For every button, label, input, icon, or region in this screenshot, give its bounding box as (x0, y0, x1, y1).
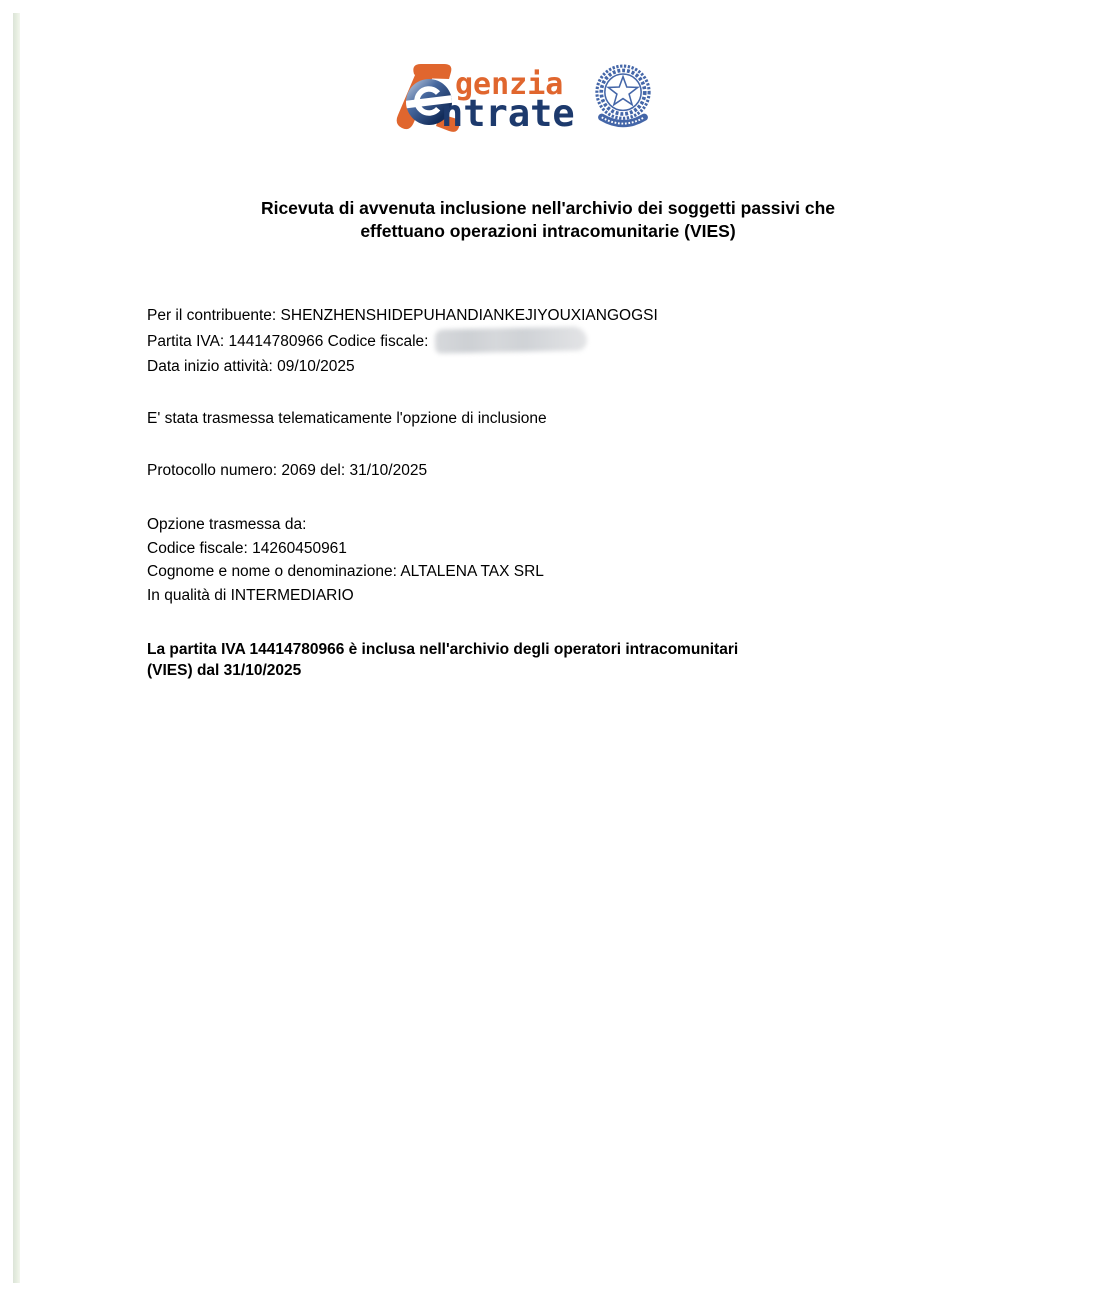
inclusion-statement (147, 639, 738, 681)
protocol-line: Protocollo numero: 2069 del: 31/10/2025 (147, 462, 428, 479)
taxpayer-name-line: Per il contribuente: SHENZHENSHIDEPUHANDIANKEJIYOUXIANGOGSI (147, 307, 658, 324)
italian-republic-emblem-icon (594, 60, 652, 134)
logo-text-agenzia: genzia (455, 67, 564, 102)
document-title-line1: Ricevuta di avvenuta inclusione nell'archivio dei soggetti passivi che (260, 198, 836, 218)
sender-section (147, 513, 544, 607)
transmission-note: E' stata trasmessa telematicamente l'opzione di inclusione (147, 410, 547, 427)
activity-start-line: Data inizio attività: 09/10/2025 (147, 358, 355, 375)
sender-header-line: Opzione trasmessa da: (147, 516, 307, 533)
partita-iva-text: Partita IVA: 14414780966 Codice fiscale: (147, 333, 429, 350)
inclusion-statement-line1: La partita IVA 14414780966 è inclusa nell'archivio degli operatori intracomunitari (147, 641, 739, 658)
inclusion-statement-line2: (VIES) dal 31/10/2025 (147, 662, 302, 679)
document-title (0, 197, 1096, 243)
redacted-codice-fiscale (435, 326, 587, 353)
sender-role-line: In qualità di INTERMEDIARIO (147, 586, 354, 604)
sender-denomination-line: Cognome e nome o denominazione: ALTALENA TAX SRL (147, 563, 544, 580)
partita-iva-line (147, 328, 658, 354)
taxpayer-section (147, 303, 658, 379)
document-title-line2: effettuano operazioni intracomunitarie (VIES) (360, 221, 736, 241)
logo-text-entrate: ntrate (441, 92, 575, 135)
sender-codice-fiscale-line: Codice fiscale: 14260450961 (147, 539, 347, 557)
